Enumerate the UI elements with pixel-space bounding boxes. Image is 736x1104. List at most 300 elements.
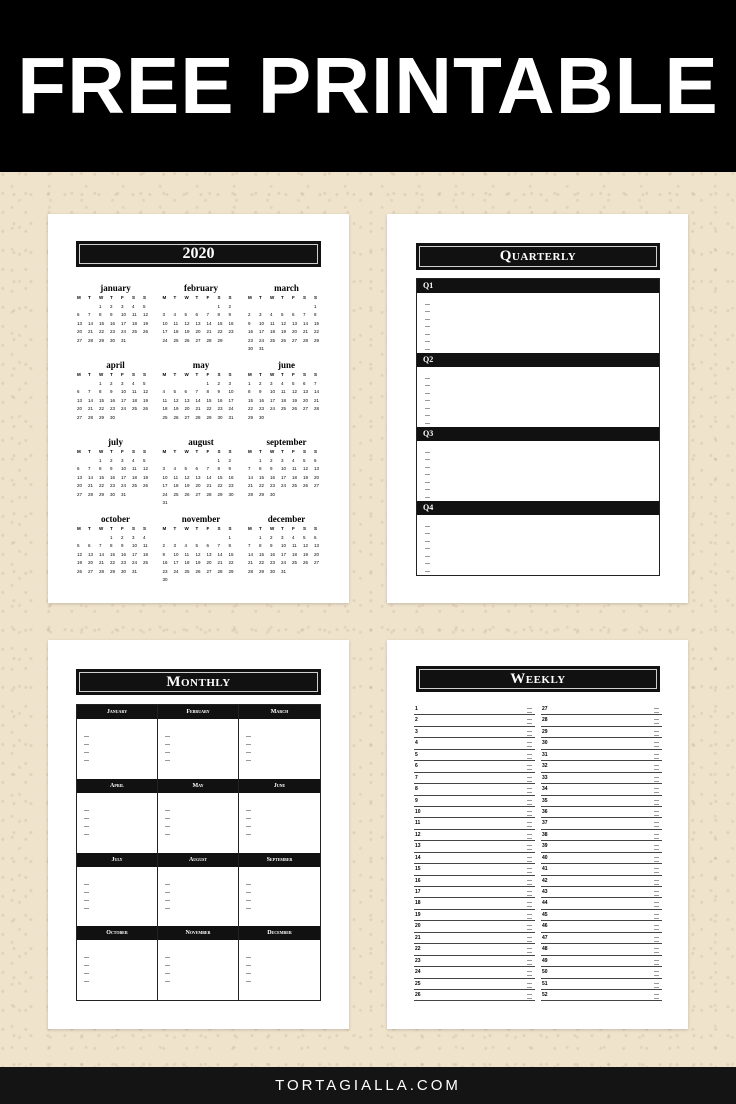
note-line bbox=[654, 923, 659, 926]
calendar-day: 1 bbox=[228, 534, 232, 540]
calendar-days bbox=[248, 525, 325, 576]
calendar-day: 27 bbox=[292, 337, 298, 343]
empty-day bbox=[303, 303, 314, 312]
calendar-day: 1 bbox=[314, 303, 317, 309]
calendar-day: 7 bbox=[88, 389, 91, 394]
calendar-day: 15 bbox=[99, 320, 105, 326]
calendar-day: 27 bbox=[184, 414, 190, 420]
calendar-day: 27 bbox=[88, 568, 94, 574]
note-line bbox=[654, 824, 659, 827]
note-line bbox=[246, 974, 251, 982]
week-number: 40 bbox=[542, 854, 548, 861]
week-number: 8 bbox=[415, 786, 418, 793]
note-line bbox=[654, 717, 659, 720]
calendar-day: 26 bbox=[173, 414, 179, 420]
note-line bbox=[165, 901, 170, 909]
calendar-day: 25 bbox=[184, 568, 190, 574]
note-line bbox=[654, 832, 659, 835]
weekday-label: T bbox=[110, 526, 113, 531]
empty-day bbox=[88, 380, 99, 389]
calendar-day: 27 bbox=[206, 568, 212, 574]
note-line bbox=[84, 737, 89, 745]
week-number: 4 bbox=[415, 740, 418, 747]
calendar-day: 28 bbox=[88, 337, 94, 343]
calendar-day: 17 bbox=[259, 329, 265, 334]
week-number: 36 bbox=[542, 808, 548, 815]
note-line bbox=[654, 878, 659, 881]
calendar-day: 20 bbox=[303, 397, 309, 403]
note-line bbox=[527, 923, 532, 926]
month-label: June bbox=[239, 779, 320, 793]
calendar-day: 22 bbox=[248, 406, 254, 411]
calendar-day: 11 bbox=[132, 312, 137, 317]
empty-day bbox=[88, 303, 99, 312]
weekday-label: T bbox=[259, 449, 262, 454]
calendar-day: 17 bbox=[121, 397, 127, 403]
calendar-days bbox=[248, 294, 325, 354]
calendar-day: 18 bbox=[270, 329, 276, 334]
week-number: 18 bbox=[415, 900, 421, 907]
week-row bbox=[414, 910, 535, 921]
calendar-day: 5 bbox=[77, 543, 80, 548]
weekly-title: Weekly bbox=[416, 666, 660, 692]
note-line bbox=[165, 966, 170, 974]
calendar-day: 2 bbox=[162, 543, 166, 548]
week-number: 2 bbox=[415, 717, 418, 724]
calendar-day: 7 bbox=[206, 312, 210, 317]
month-lines bbox=[77, 867, 157, 909]
week-row bbox=[541, 853, 662, 864]
monthly-title: Monthly bbox=[76, 669, 321, 695]
calendar-day: 24 bbox=[281, 483, 287, 488]
calendar-day: 2 bbox=[110, 457, 113, 463]
calendar-day: 27 bbox=[195, 491, 201, 497]
note-line bbox=[84, 958, 89, 966]
week-row bbox=[541, 761, 662, 772]
note-line bbox=[527, 950, 532, 953]
note-line bbox=[165, 974, 170, 982]
month-cell bbox=[239, 853, 320, 927]
note-line bbox=[654, 969, 659, 972]
calendar-day: 5 bbox=[143, 303, 146, 309]
weekday-label: F bbox=[206, 526, 210, 531]
note-line bbox=[165, 885, 170, 893]
calendar-day: 1 bbox=[248, 380, 251, 386]
calendar-day: 21 bbox=[248, 483, 254, 488]
calendar-day: 30 bbox=[270, 491, 276, 497]
note-line bbox=[654, 756, 659, 759]
note-line bbox=[527, 847, 532, 850]
calendar-day: 12 bbox=[195, 551, 201, 557]
weekday-label: W bbox=[184, 295, 189, 300]
note-line bbox=[654, 927, 659, 930]
note-line bbox=[165, 803, 170, 811]
calendar-day: 24 bbox=[162, 491, 168, 497]
note-line bbox=[654, 744, 659, 747]
weekday-label: S bbox=[132, 372, 136, 377]
note-line bbox=[654, 946, 659, 949]
calendar-day: 13 bbox=[77, 397, 83, 403]
weekday-label: W bbox=[270, 526, 275, 531]
calendar-day: 5 bbox=[184, 312, 188, 317]
note-line bbox=[527, 973, 532, 976]
empty-day bbox=[196, 534, 207, 543]
calendar-day: 16 bbox=[270, 551, 276, 557]
note-line bbox=[654, 900, 659, 903]
note-line bbox=[246, 827, 251, 835]
week-number: 28 bbox=[542, 717, 548, 724]
week-row bbox=[414, 807, 535, 818]
calendar-day: 10 bbox=[132, 543, 138, 548]
calendar-day: 5 bbox=[143, 380, 146, 386]
week-row bbox=[414, 921, 535, 932]
week-number: 10 bbox=[415, 808, 421, 815]
calendar-day: 22 bbox=[99, 483, 105, 488]
calendar-day: 31 bbox=[132, 568, 138, 574]
calendar-day: 23 bbox=[110, 406, 116, 411]
calendar-day: 21 bbox=[248, 560, 254, 565]
note-line bbox=[84, 901, 89, 909]
calendar-day: 5 bbox=[303, 457, 306, 463]
weekday-label: T bbox=[195, 295, 199, 300]
note-line bbox=[425, 468, 430, 476]
calendar-day: 25 bbox=[173, 491, 179, 497]
month-cell bbox=[158, 853, 239, 927]
calendar-day: 8 bbox=[99, 312, 102, 317]
calendar-day: 29 bbox=[217, 337, 223, 343]
note-line bbox=[654, 809, 659, 812]
week-number: 16 bbox=[415, 877, 421, 884]
calendar-day: 8 bbox=[110, 543, 113, 548]
calendar-day: 9 bbox=[228, 312, 232, 317]
calendar-day: 7 bbox=[88, 466, 91, 471]
weekday-label: S bbox=[132, 295, 136, 300]
calendar-day: 28 bbox=[195, 414, 201, 420]
empty-day bbox=[185, 380, 196, 389]
calendar-day: 8 bbox=[206, 389, 210, 394]
note-line bbox=[527, 710, 532, 713]
calendar-day: 11 bbox=[281, 389, 286, 394]
weekday-label: F bbox=[206, 372, 210, 377]
month-lines bbox=[158, 719, 238, 761]
note-line bbox=[246, 885, 251, 893]
note-line bbox=[425, 386, 430, 394]
calendar-day: 18 bbox=[143, 551, 149, 557]
week-number: 27 bbox=[542, 706, 548, 712]
calendar-day: 14 bbox=[88, 397, 94, 403]
calendar-day: 5 bbox=[173, 389, 177, 394]
calendar-day: 19 bbox=[143, 320, 149, 326]
note-line bbox=[84, 827, 89, 835]
note-line bbox=[165, 811, 170, 819]
calendar-day: 22 bbox=[99, 406, 105, 411]
weekday-label: T bbox=[173, 526, 177, 531]
calendar-month-name: december bbox=[267, 514, 306, 524]
note-line bbox=[246, 966, 251, 974]
calendar-day: 12 bbox=[173, 397, 179, 403]
note-line bbox=[527, 767, 532, 770]
calendar-day: 3 bbox=[173, 543, 177, 548]
note-line bbox=[246, 737, 251, 745]
empty-day bbox=[207, 534, 218, 543]
note-line bbox=[246, 745, 251, 753]
calendar-day: 14 bbox=[206, 320, 212, 326]
weekday-label: T bbox=[259, 372, 262, 377]
calendar-day: 16 bbox=[217, 397, 223, 403]
month-cell bbox=[77, 705, 158, 779]
calendar-day: 4 bbox=[281, 380, 284, 386]
weekday-label: T bbox=[88, 295, 91, 300]
empty-day bbox=[163, 380, 174, 389]
calendar-day: 2 bbox=[248, 312, 251, 317]
week-row bbox=[541, 807, 662, 818]
calendar-day: 11 bbox=[270, 320, 275, 326]
note-line bbox=[165, 827, 170, 835]
calendar-day: 5 bbox=[184, 466, 188, 471]
month-label: July bbox=[77, 853, 157, 867]
calendar-day: 16 bbox=[162, 560, 168, 565]
calendar-day: 7 bbox=[217, 543, 221, 548]
weekday-label: W bbox=[270, 372, 275, 377]
calendar-day: 19 bbox=[281, 329, 287, 334]
weekday-label: S bbox=[228, 526, 232, 531]
note-line bbox=[425, 483, 430, 491]
note-line bbox=[84, 974, 89, 982]
quarter-label: Q4 bbox=[417, 501, 659, 515]
note-line bbox=[425, 312, 430, 320]
calendar-day: 5 bbox=[195, 543, 199, 548]
note-line bbox=[527, 870, 532, 873]
week-row bbox=[414, 818, 535, 829]
weekday-label: M bbox=[248, 449, 252, 454]
calendar-month-name: february bbox=[184, 283, 218, 293]
note-line bbox=[527, 866, 532, 869]
calendar-day: 4 bbox=[143, 534, 146, 540]
calendar-day: 17 bbox=[162, 329, 168, 334]
note-line bbox=[527, 733, 532, 736]
note-line bbox=[165, 950, 170, 958]
note-line bbox=[527, 878, 532, 881]
calendar-day: 3 bbox=[162, 466, 166, 471]
calendar-day: 14 bbox=[195, 397, 201, 403]
calendar-day: 14 bbox=[88, 474, 94, 480]
calendar-day: 25 bbox=[143, 560, 149, 565]
calendar-day: 8 bbox=[217, 312, 221, 317]
calendar-day: 8 bbox=[217, 466, 221, 471]
weekday-label: S bbox=[314, 372, 318, 377]
quarter-lines bbox=[417, 367, 659, 424]
month-cell bbox=[158, 779, 239, 853]
calendar-day: 16 bbox=[248, 329, 254, 334]
month-label: April bbox=[77, 779, 157, 793]
note-line bbox=[425, 327, 430, 335]
note-line bbox=[84, 950, 89, 958]
week-row bbox=[541, 727, 662, 738]
note-line bbox=[527, 882, 532, 885]
calendar-day: 1 bbox=[99, 380, 102, 386]
note-line bbox=[527, 969, 532, 972]
calendar-days bbox=[77, 525, 154, 576]
calendar-day: 18 bbox=[292, 474, 298, 480]
week-row bbox=[541, 956, 662, 967]
month-cell bbox=[158, 926, 239, 1000]
week-row bbox=[541, 864, 662, 875]
calendar-day: 11 bbox=[143, 543, 148, 548]
calendar-day: 6 bbox=[77, 389, 80, 394]
week-number: 29 bbox=[542, 728, 548, 735]
note-line bbox=[425, 542, 430, 550]
calendar-day: 31 bbox=[228, 414, 234, 420]
calendar-day: 5 bbox=[292, 380, 295, 386]
calendar-day: 3 bbox=[162, 312, 166, 317]
weekday-label: M bbox=[77, 449, 81, 454]
note-line bbox=[425, 371, 430, 379]
week-number: 35 bbox=[542, 797, 548, 804]
week-row bbox=[414, 761, 535, 772]
calendar-day: 22 bbox=[217, 483, 223, 488]
empty-day bbox=[248, 303, 259, 312]
calendar-day: 4 bbox=[184, 543, 188, 548]
week-number: 51 bbox=[542, 980, 548, 987]
calendar-day: 13 bbox=[195, 320, 201, 326]
calendar-day: 23 bbox=[110, 483, 116, 488]
calendar-month bbox=[163, 436, 240, 504]
note-line bbox=[654, 973, 659, 976]
week-row bbox=[414, 898, 535, 909]
calendar-days bbox=[77, 294, 154, 345]
note-line bbox=[654, 912, 659, 915]
calendar-day: 30 bbox=[248, 346, 254, 351]
week-row bbox=[541, 841, 662, 852]
calendar-day: 10 bbox=[281, 543, 287, 548]
weekday-label: M bbox=[162, 449, 167, 454]
calendar-day: 19 bbox=[303, 551, 309, 557]
calendar-day: 15 bbox=[259, 474, 265, 480]
month-cell bbox=[77, 779, 158, 853]
note-line bbox=[654, 939, 659, 942]
month-label: September bbox=[239, 853, 320, 867]
note-line bbox=[527, 790, 532, 793]
calendar-day: 21 bbox=[303, 329, 309, 334]
month-lines bbox=[239, 719, 320, 761]
calendar-day: 17 bbox=[173, 560, 179, 565]
empty-day bbox=[77, 303, 88, 312]
calendar-day: 12 bbox=[77, 551, 83, 557]
month-label: November bbox=[158, 926, 238, 940]
calendar-day: 26 bbox=[143, 483, 149, 488]
week-number: 13 bbox=[415, 843, 421, 850]
weekday-label: T bbox=[195, 526, 199, 531]
note-line bbox=[654, 786, 659, 789]
calendar-day: 25 bbox=[162, 414, 168, 420]
calendar-month-name: may bbox=[192, 360, 210, 370]
month-cell bbox=[239, 705, 320, 779]
weekday-label: F bbox=[206, 295, 210, 300]
note-line bbox=[654, 985, 659, 988]
week-number: 47 bbox=[542, 934, 548, 941]
empty-day bbox=[207, 457, 218, 466]
weekday-label: T bbox=[88, 449, 91, 454]
calendar-day: 26 bbox=[195, 568, 201, 574]
note-line bbox=[425, 394, 430, 402]
calendar-day: 20 bbox=[77, 329, 83, 334]
note-line bbox=[527, 855, 532, 858]
calendar-day: 28 bbox=[99, 568, 105, 574]
month-lines bbox=[77, 719, 157, 761]
week-number: 33 bbox=[542, 774, 548, 781]
note-line bbox=[527, 798, 532, 801]
week-row bbox=[541, 967, 662, 978]
calendar-day: 8 bbox=[248, 389, 251, 394]
weekday-label: S bbox=[132, 449, 136, 454]
calendar-day: 9 bbox=[270, 543, 273, 548]
calendar-day: 11 bbox=[184, 551, 190, 557]
calendar-day: 1 bbox=[206, 380, 210, 386]
calendar-day: 9 bbox=[259, 389, 262, 394]
calendar-day: 21 bbox=[206, 329, 212, 334]
calendar-day: 5 bbox=[143, 457, 146, 463]
calendar-day: 26 bbox=[143, 329, 149, 334]
calendar-day: 6 bbox=[77, 312, 80, 317]
calendar-day: 6 bbox=[292, 312, 295, 317]
empty-day bbox=[174, 303, 185, 312]
calendar-day: 22 bbox=[99, 329, 105, 334]
calendar-day: 29 bbox=[99, 491, 105, 497]
calendar-day: 11 bbox=[173, 320, 179, 326]
weekday-label: M bbox=[248, 372, 252, 377]
note-line bbox=[425, 490, 430, 498]
weekday-label: S bbox=[303, 449, 307, 454]
weekday-label: T bbox=[88, 372, 91, 377]
week-number: 14 bbox=[415, 854, 421, 861]
calendar-day: 21 bbox=[206, 483, 212, 488]
calendar-day: 17 bbox=[121, 320, 127, 326]
note-line bbox=[527, 985, 532, 988]
weekly-column-right bbox=[541, 704, 662, 1001]
week-number: 48 bbox=[542, 946, 548, 953]
calendar-day: 4 bbox=[132, 303, 135, 309]
calendar-day: 18 bbox=[173, 483, 179, 488]
note-line bbox=[527, 946, 532, 949]
weekday-label: S bbox=[228, 449, 232, 454]
empty-day bbox=[196, 380, 207, 389]
empty-day bbox=[77, 457, 88, 466]
week-number: 20 bbox=[415, 923, 421, 930]
calendar-day: 21 bbox=[99, 560, 105, 565]
note-line bbox=[425, 557, 430, 565]
quarter-section bbox=[417, 279, 659, 350]
note-line bbox=[654, 870, 659, 873]
calendar-month-name: august bbox=[188, 437, 214, 447]
week-row bbox=[541, 773, 662, 784]
note-line bbox=[425, 416, 430, 424]
week-number: 45 bbox=[542, 911, 548, 918]
week-row bbox=[414, 944, 535, 955]
calendar-day: 30 bbox=[110, 414, 116, 420]
calendar-day: 31 bbox=[121, 491, 127, 497]
calendar-day: 23 bbox=[259, 406, 265, 411]
note-line bbox=[654, 763, 659, 766]
week-number: 23 bbox=[415, 957, 421, 964]
note-line bbox=[527, 706, 532, 709]
week-row bbox=[414, 773, 535, 784]
week-row bbox=[414, 784, 535, 795]
note-line bbox=[425, 475, 430, 483]
calendar-day: 27 bbox=[314, 560, 320, 565]
month-lines bbox=[239, 867, 320, 909]
week-number: 30 bbox=[542, 740, 548, 747]
calendar-month bbox=[248, 359, 325, 427]
